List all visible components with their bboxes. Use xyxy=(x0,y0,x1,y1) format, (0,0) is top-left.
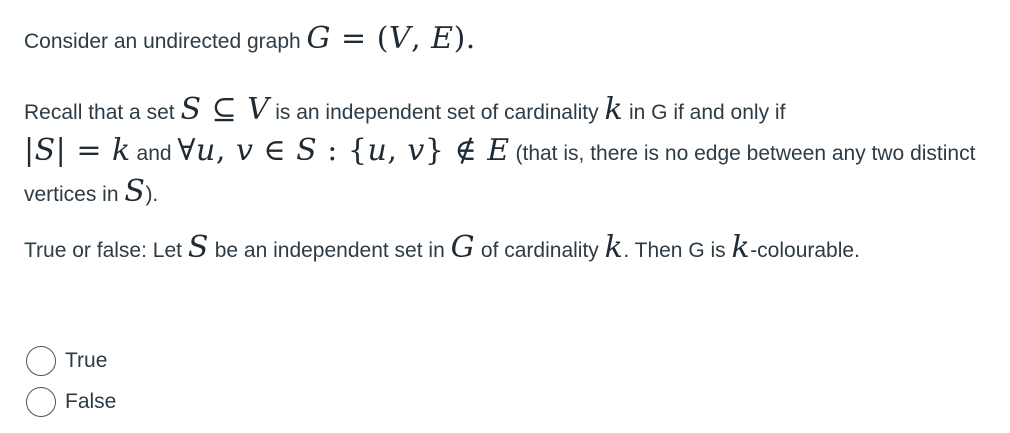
text: Consider an undirected graph xyxy=(24,30,301,53)
text: (that is, there is no edge between any two distinct vertices in xyxy=(24,142,976,206)
text: ). xyxy=(145,183,159,206)
math-s: S xyxy=(187,230,209,265)
math-graph-definition: G = (V, E). xyxy=(306,21,476,56)
math-k: k xyxy=(731,230,751,265)
math-cardinality: |S| = k xyxy=(24,133,131,168)
text: . Then G is xyxy=(623,239,726,262)
math-g: G xyxy=(450,230,476,265)
text: is an independent set of cardinality xyxy=(275,101,599,124)
math-forall: ∀u, v ∈ S : {u, v} ∉ E xyxy=(177,133,510,168)
question-text xyxy=(24,20,984,269)
text: be an independent set in xyxy=(214,239,445,262)
answer-label-false: False xyxy=(65,389,117,413)
math-subset: S ⊆ V xyxy=(180,92,270,127)
radio-button-true[interactable] xyxy=(26,346,56,376)
text: Recall that a set xyxy=(24,101,175,124)
answer-label-true: True xyxy=(65,348,108,372)
question-paragraph-1 xyxy=(24,20,984,61)
text: of cardinality xyxy=(480,239,599,262)
text: in G if and only if xyxy=(629,101,786,124)
math-k: k xyxy=(604,92,624,127)
text: True or false: Let xyxy=(24,239,182,262)
answer-options xyxy=(26,340,116,422)
answer-option-true[interactable] xyxy=(26,340,116,381)
answer-option-false[interactable] xyxy=(26,381,116,422)
question-paragraph-2 xyxy=(24,91,984,214)
question-paragraph-3 xyxy=(24,230,984,269)
text: and xyxy=(136,142,172,165)
text: -colourable. xyxy=(750,239,860,262)
radio-button-false[interactable] xyxy=(26,387,56,417)
math-s: S xyxy=(124,174,146,209)
math-k: k xyxy=(604,230,624,265)
